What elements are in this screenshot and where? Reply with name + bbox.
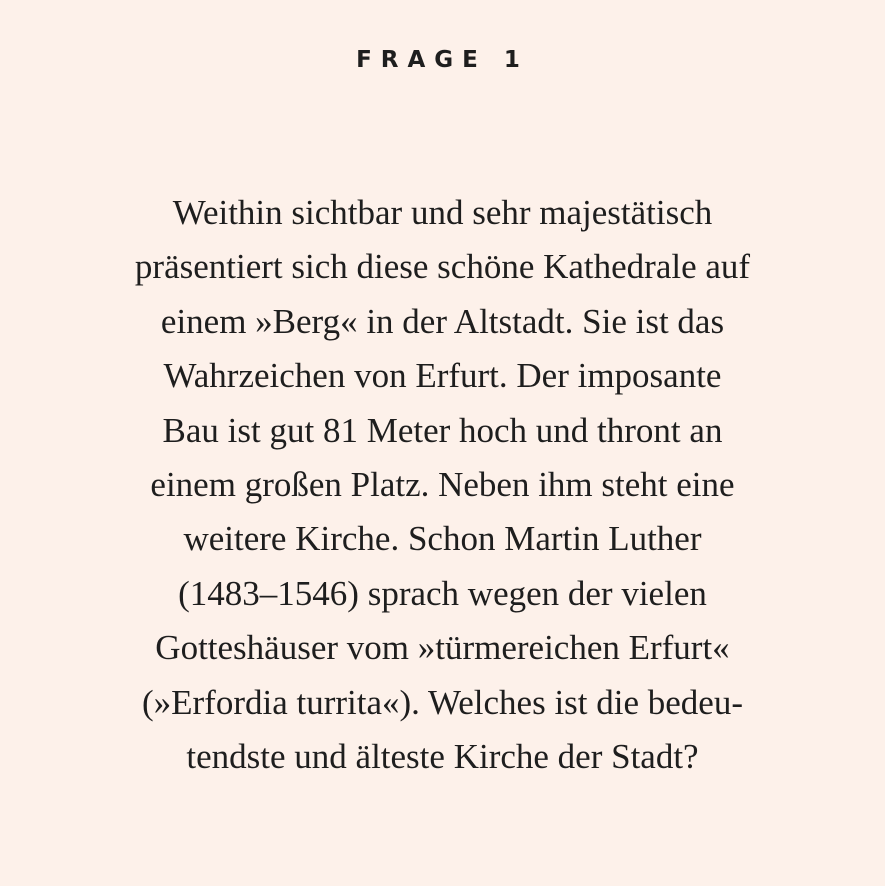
question-line: Gotteshäuser vom »türmereichen Erfurt«: [155, 628, 730, 668]
question-heading: FRAGE 1: [356, 47, 529, 73]
question-line: Weithin sichtbar und sehr majestätisch: [172, 193, 713, 232]
question-line: weitere Kirche. Schon Martin Luther: [183, 519, 702, 559]
question-line: Bau ist gut 81 Meter hoch und thront an: [162, 410, 723, 450]
question-line: (1483–1546) sprach wegen der vielen: [178, 573, 707, 613]
question-line: einem großen Platz. Neben ihm steht eine: [150, 465, 735, 505]
question-line: Wahrzeichen von Erfurt. Der imposante: [163, 356, 722, 396]
question-line: einem »Berg« in der Altstadt. Sie ist das: [160, 301, 725, 341]
question-line: (»Erfordia turrita«). Welches ist die bedeu-: [141, 682, 744, 722]
question-text: [40, 186, 845, 784]
question-line: präsentiert sich diese schöne Kathedrale auf: [134, 247, 751, 287]
question-line: tendste und älteste Kirche der Stadt?: [186, 737, 699, 777]
